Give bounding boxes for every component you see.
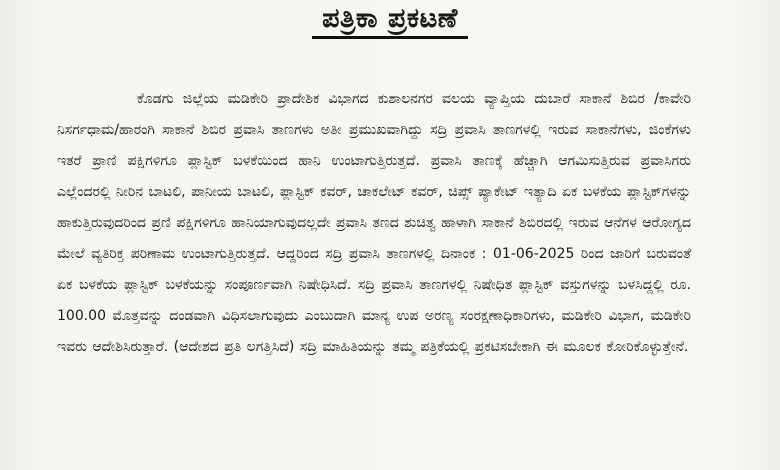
document-title: ಪತ್ರಿಕಾ ಪ್ರಕಟಣೆ [312,0,468,39]
title-container [0,0,780,39]
press-release-body: ಕೊಡಗು ಜಿಲ್ಲೆಯ ಮಡಿಕೇರಿ ಪ್ರಾದೇಶಿಕ ವಿಭಾಗದ ಕುಶಾಲನಗರ ವಲಯ ವ್ಯಾಪ್ತಿಯ ದುಬಾರೆ ಸಾಕಾನೆ ಶಿಬಿರ /ಕಾವೇರಿ ನಿಸರ್ಗಧಾಮ/ಹಾರಂಗಿ ಸಾಕಾನೆ ಶಿಬಿರ ಪ್ರವಾಸಿ ತಾಣಗಳು ಅತೀ ಪ್ರಮುಖವಾಗಿದ್ದು ಸದ್ರಿ ಪ್ರವಾಸಿ ತಾಣಗಳಲ್ಲಿ ಇರುವ ಸಾಕಾನೆಗಳು, ಜಿಂಕೆಗಳು ಇತರೆ ಪ್ರಾಣಿ ಪಕ್ಷಿಗಳಿಗೂ ಪ್ಲಾಸ್ಟಿಕ್ ಬಳಕೆಯಿಂದ ಹಾನಿ ಉಂಟಾಗುತ್ತಿರುತ್ತದೆ. ಪ್ರವಾಸಿ ತಾಣಕ್ಕೆ ಹೆಚ್ಚಾಗಿ ಆಗಮಿಸುತ್ತಿರುವ ಪ್ರವಾಸಿಗರು ಎಲ್ಲೆಂದರಲ್ಲಿ ನೀರಿನ ಬಾಟಲಿ, ಪಾನೀಯ ಬಾಟಲಿ, ಪ್ಲಾಸ್ಟಿಕ್ ಕವರ್, ಚಾಕಲೇಟ್ ಕವರ್, ಚಿಪ್ಸ್ ಪ್ಯಾಕೇಟ್ ಇತ್ಯಾದಿ ಏಕ ಬಳಕೆಯ ಪ್ಲಾಸ್ಟಿಕ್‌ಗಳನ್ನು ಹಾಕುತ್ತಿರುವುದರಿಂದ ಪ್ರಣಿ ಪಕ್ಷಿಗಳಿಗೂ ಹಾನಿಯಾಗುವುದಲ್ಲದೇ ಪ್ರವಾಸಿ ತಣದ ಶುಚಿತ್ವ ಹಾಳಾಗಿ ಸಾಕಾನೆ ಶಿಬಿರದಲ್ಲಿ ಇರುವ ಆನೆಗಳ ಆರೋಗ್ಯದ ಮೇಲೆ ವ್ಯತಿರಿಕ್ತ ಪರಿಣಾಮ ಉಂಟಾಗುತ್ತಿರುತ್ತದೆ. ಆದ್ದರಿಂದ ಸದ್ರಿ ಪ್ರವಾಸಿ ತಾಣಗಳಲ್ಲಿ ದಿನಾಂಕ : 01-06-2025 ರಿಂದ ಜಾರಿಗೆ ಬರುವಂತೆ ಏಕ ಬಳಕೆಯ ಪ್ಲಾಸ್ಟಿಕ್ ಬಳಕೆಯನ್ನು ಸಂಪೂರ್ಣವಾಗಿ ನಿಷೇಧಿಸಿದೆ. ಸದ್ರಿ ಪ್ರವಾಸಿ ತಾಣಗಳಲ್ಲಿ ನಿಷೇಧಿತ ಪ್ಲಾಸ್ಟಿಕ್ ವಸ್ತುಗಳನ್ನು ಬಳಸಿದ್ದಲ್ಲಿ ರೂ. 100.00 ಮೊತ್ತವನ್ನು ದಂಡವಾಗಿ ವಿಧಿಸಲಾಗುವುದು ಎಂಬುದಾಗಿ ಮಾನ್ಯ ಉಪ ಅರಣ್ಯ ಸಂರಕ್ಷಣಾಧಿಕಾರಿಗಳು, ಮಡಿಕೇರಿ ವಿಭಾಗ, ಮಡಿಕೇರಿ ಇವರು ಆದೇಶಿಸಿರುತ್ತಾರೆ. (ಆದೇಶದ ಪ್ರತಿ ಲಗತ್ತಿಸಿದೆ) ಸದ್ರಿ ಮಾಹಿತಿಯನ್ನು ತಮ್ಮ ಪತ್ರಿಕೆಯಲ್ಲಿ ಪ್ರಕಟಿಸಬೇಕಾಗಿ ಈ ಮೂಲಕ ಕೋರಿಕೊಳ್ಳುತ್ತೇನೆ. [57,91,691,355]
